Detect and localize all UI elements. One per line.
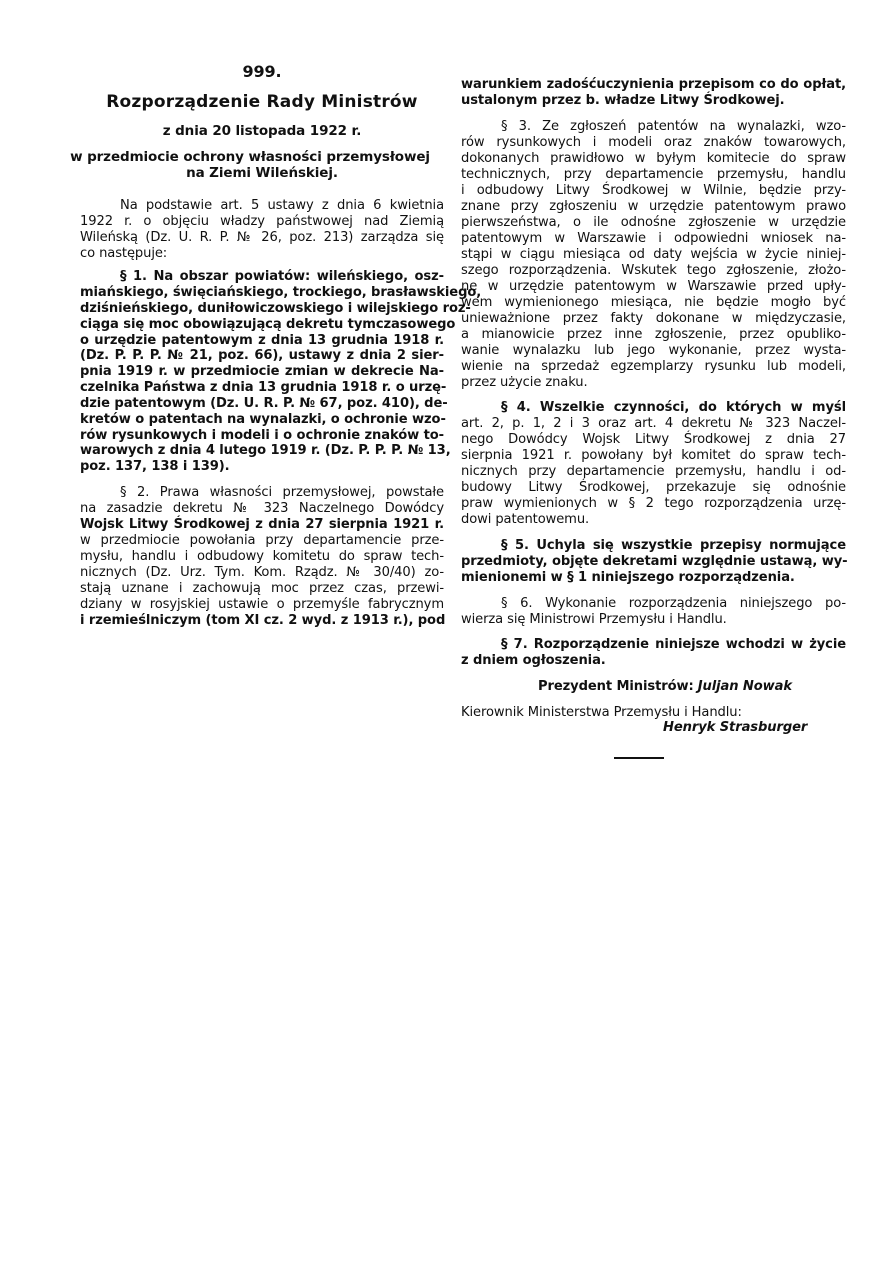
section-line: poz. 137, 138 i 139). [80,459,230,474]
section-line: miańskiego, święciańskiego, trockiego, brasławskiego, [80,285,482,300]
section-line: art. 2, p. 1, 2 i 3 oraz art. 4 dekretu № 323 Naczel- [461,416,846,431]
section-line: § 2. Prawa własności przemysłowej, powstałe [120,485,444,500]
section-line: § 4. Wszelkie czynności, do których w myśl [501,400,846,415]
section-line: unieważnione przez fakty dokonane w międzyczasie, [461,311,846,326]
section-line: dowi patentowemu. [461,512,590,527]
decree-date: z dnia 20 listopada 1922 r. [162,123,362,139]
section-line: czelnika Państwa z dnia 13 grudnia 1918 r. o urzę- [80,380,447,395]
section-line: patentowym w Warszawie i odpowiedni wniosek na- [461,231,846,246]
section-line: a mianowicie przez inne zgłoszenie, przez opubliko- [461,327,846,342]
section-line: ustalonym przez b. władze Litwy Środkowej. [461,93,785,108]
section-line: szego rozporządzenia. Wskutek tego zgłoszenie, złożo- [461,263,846,278]
section-line: wanie wynalazku lub jego wykonanie, przez wysta- [461,343,846,358]
section-line: mienionemi w § 1 niniejszego rozporządzenia. [461,570,795,585]
section-line: (Dz. P. P. P. № 21, poz. 66), ustawy z dnia 2 sier- [80,348,444,363]
section-line: dziany w rosyjskiej ustawie o przemyśle fabrycznym [80,597,444,612]
section-line: § 6. Wykonanie rozporządzenia niniejszego po- [501,596,846,611]
section-line: wierza się Ministrowi Przemysłu i Handlu. [461,612,727,627]
section-line: rów rysunkowych i modeli oraz znaków towarowych, [461,135,846,150]
section-line: § 3. Ze zgłoszeń patentów na wynalazki, wzo- [501,119,846,134]
section-line: Wojsk Litwy Środkowej z dnia 27 sierpnia 1921 r. [80,517,444,532]
section-line: przedmioty, objęte dekretami względnie ustawą, wy- [461,554,848,569]
president-signature [461,679,846,695]
section-line: warunkiem zadośćuczynienia przepisom co do opłat, [461,77,846,92]
minister-name: Henryk Strasburger [663,720,808,735]
section-line: § 1. Na obszar powiatów: wileńskiego, osz- [120,269,444,284]
section-line: budowy Litwy Środkowej, przekazuje się odnośnie [461,480,846,495]
section-line: kretów o patentach na wynalazki, o ochronie wzo- [80,412,446,427]
decree-number: 999. [242,62,282,81]
preamble-line: 1922 r. o objęciu władzy państwowej nad Ziemią [80,214,444,229]
president-label: Prezydent Ministrów: [538,679,694,694]
president-name: Juljan Nowak [697,679,792,694]
section-line: nego Dowódcy Wojsk Litwy Środkowej z dnia 27 [461,432,846,447]
section-line: § 7. Rozporządzenie niniejsze wchodzi w życie [501,637,846,652]
section-line: praw wymienionych w § 2 tego rozporządzenia urzę- [461,496,846,511]
section-line: z dniem ogłoszenia. [461,653,606,668]
section-line: technicznych, przy departamencie przemysłu, handlu [461,167,846,182]
section-line: ciąga się moc obowiązującą dekretu tymczasowego [80,317,456,332]
section-line: dokonanych prawidłowo w byłym komitecie do spraw [461,151,846,166]
closing-divider [614,757,664,759]
preamble-line: Na podstawie art. 5 ustawy z dnia 6 kwietnia [120,198,444,213]
section-line: sierpnia 1921 r. powołany był komitet do spraw tech- [461,448,846,463]
section-line: stąpi w ciągu miesiąca od daty wejścia w życie niniej- [461,247,846,262]
section-line: wienie na sprzedaż egzemplarzy rysunku lub modeli, [461,359,846,374]
section-line: przez użycie znaku. [461,375,588,390]
preamble-line: Wileńską (Dz. U. R. P. № 26, poz. 213) zarządza się [80,230,444,245]
minister-label: Kierownik Ministerstwa Przemysłu i Handlu: [461,705,742,720]
section-line: nicznych (Dz. Urz. Tym. Kom. Rządz. № 30/40) zo- [80,565,444,580]
section-line: warowych z dnia 4 lutego 1919 r. (Dz. P. P. P. № 13, [80,443,451,458]
section-line: dzie patentowym (Dz. U. R. P. № 67, poz. 410), de- [80,396,448,411]
decree-subject-line-1: w przedmiocie ochrony własności przemysłowej [70,149,430,165]
section-line: ne w urzędzie patentowym w Warszawie przed upły- [461,279,846,294]
decree-subject-line-2: na Ziemi Wileńskiej. [186,165,338,181]
section-line: nicznych przy departamencie przemysłu, handlu i od- [461,464,846,479]
section-line: stają uznane i zachowują moc przez czas, przewi- [80,581,444,596]
section-line: dziśnieńskiego, duniłowiczowskiego i wilejskiego roz- [80,301,471,316]
section-line: i odbudowy Litwy Środkowej w Wilnie, będzie przy- [461,183,846,198]
section-line: rów rysunkowych i modeli i o ochronie znaków to- [80,428,444,443]
section-line: znane przy zgłoszeniu w urzędzie patentowym prawo [461,199,846,214]
decree-title: Rozporządzenie Rady Ministrów [106,92,418,112]
section-line: mysłu, handlu i odbudowy komitetu do spraw tech- [80,549,444,564]
preamble-line: co następuje: [80,246,168,261]
section-line: i rzemieślniczym (tom XI cz. 2 wyd. z 1913 r.), pod [80,613,446,628]
section-line: w przedmiocie powołania przy departamencie prze- [80,533,444,548]
section-line: pierwszeństwa, o ile odnośne zgłoszenie w urzędzie [461,215,846,230]
section-line: o urzędzie patentowym z dnia 13 grudnia 1918 r. [80,333,444,348]
section-line: wem wymienionego miesiąca, nie będzie mogło być [461,295,846,310]
section-line: § 5. Uchyla się wszystkie przepisy normujące [501,538,846,553]
section-line: na zasadzie dekretu № 323 Naczelnego Dowódcy [80,501,444,516]
section-line: pnia 1919 r. w przedmiocie zmian w dekrecie Na- [80,364,444,379]
